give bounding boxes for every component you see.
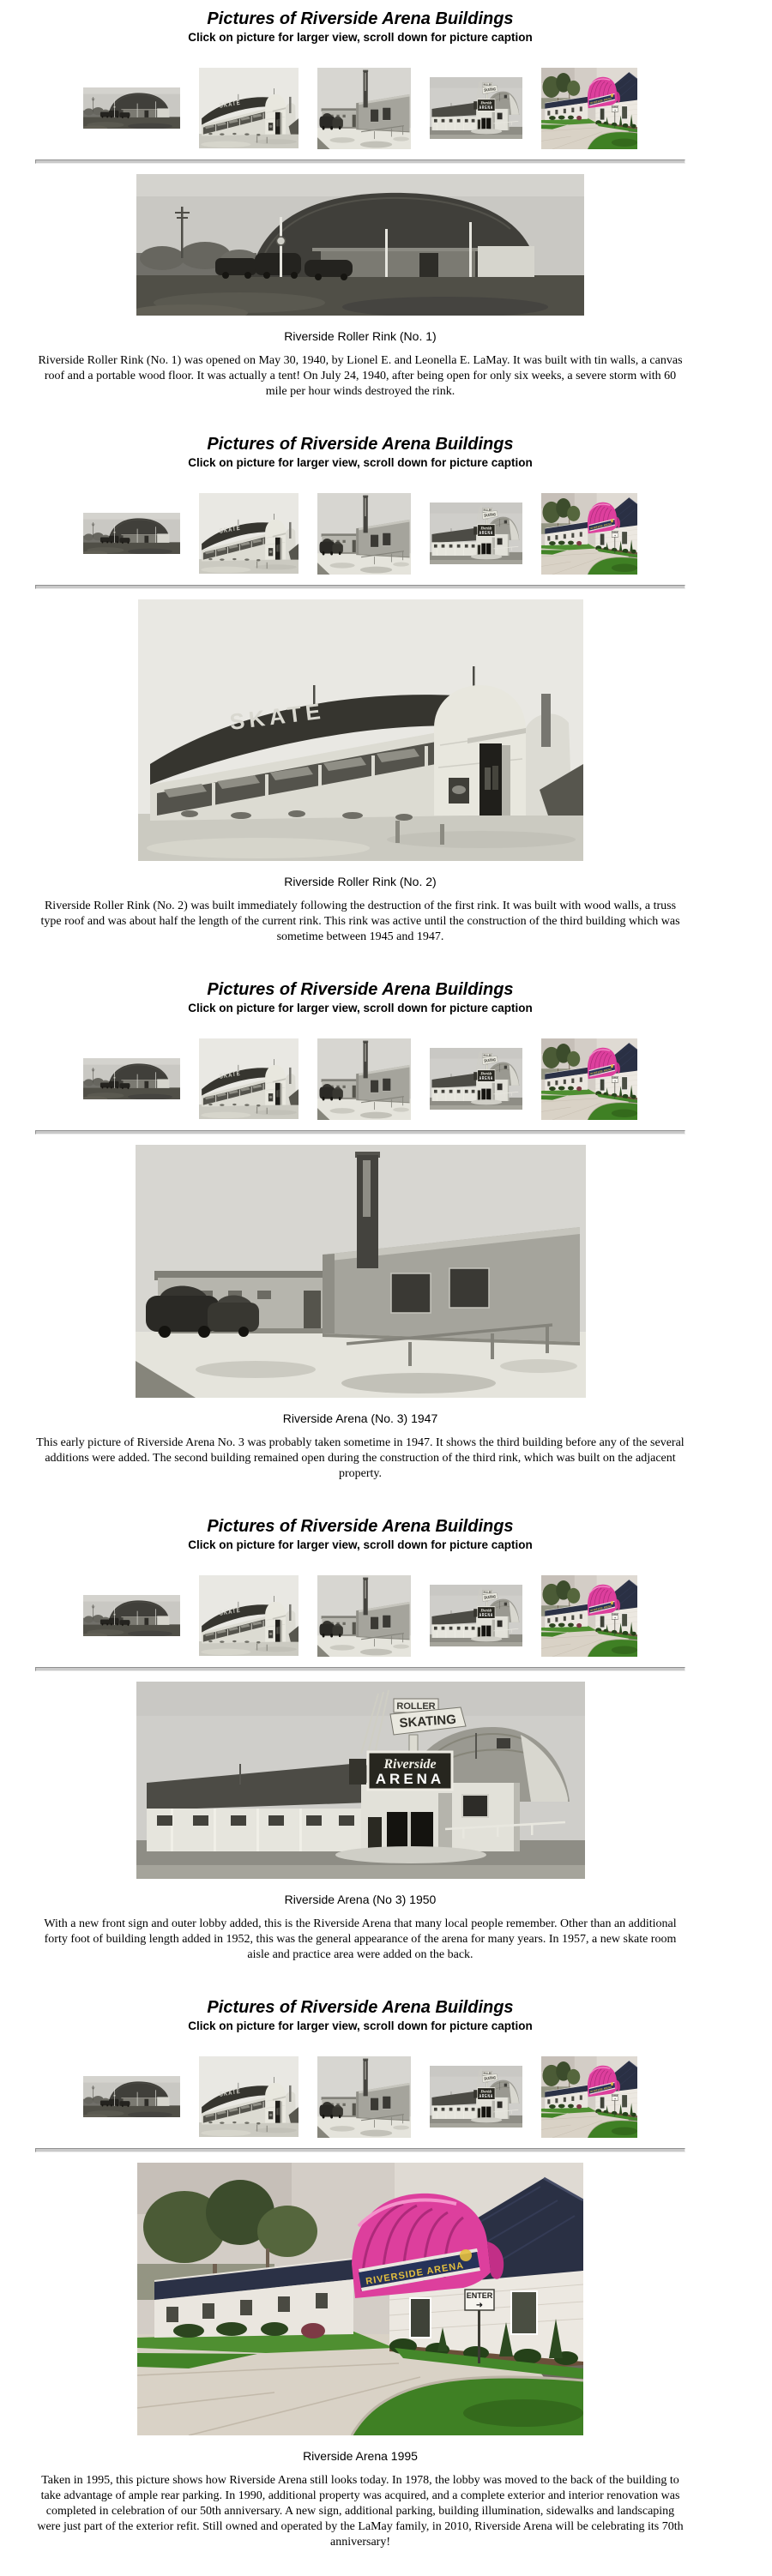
main-photo-rink-no-2[interactable] [138, 599, 583, 861]
main-photo-arena-1947[interactable] [136, 1145, 586, 1398]
page-title: Pictures of Riverside Arena Buildings [207, 9, 514, 28]
thumbnail-arena-1947[interactable] [317, 493, 411, 575]
main-photo-rink-no-1[interactable] [136, 174, 584, 316]
page-title: Pictures of Riverside Arena Buildings [207, 435, 514, 454]
photo-caption: Riverside Arena (No 3) 1950 [284, 1893, 437, 1906]
page-subtitle: Click on picture for larger view, scroll down for picture caption [188, 456, 533, 469]
divider-rule [35, 2148, 685, 2152]
thumbnail-arena-1995[interactable] [541, 1575, 637, 1657]
thumbnail-arena-1947[interactable] [317, 1038, 411, 1120]
thumbnail-arena-1995[interactable] [541, 68, 637, 149]
page [0, 9, 772, 2576]
photo-caption: Riverside Arena 1995 [303, 2449, 418, 2463]
thumbnail-rink-no-2[interactable] [199, 493, 299, 574]
page-subtitle: Click on picture for larger view, scroll down for picture caption [188, 31, 533, 44]
thumbnail-rink-no-1[interactable] [83, 87, 180, 129]
photo-description: Riverside Roller Rink (No. 2) was built immediately following the destruction of the first rink. It was built with wood walls, a truss type roof and was about half the length of the current rink. This rink was active until the construction of the third building which was sometime between 1945 and 1947. [40, 900, 680, 943]
thumbnail-rink-no-1[interactable] [83, 1058, 180, 1099]
thumbnail-row [34, 2055, 686, 2138]
page-title: Pictures of Riverside Arena Buildings [207, 1517, 514, 1536]
section-arena-1947 [34, 979, 686, 1508]
thumbnail-rink-no-2[interactable] [199, 1575, 299, 1656]
photo-caption: Riverside Roller Rink (No. 1) [284, 329, 437, 343]
divider-rule [35, 585, 685, 589]
section-arena-1950 [34, 1516, 686, 1989]
divider-rule [35, 159, 685, 164]
page-title: Pictures of Riverside Arena Buildings [207, 980, 514, 999]
photo-description: Riverside Roller Rink (No. 1) was opened on May 30, 1940, by Lionel E. and Leonella E. LaMay. It was built with tin walls, a canvas roof and a portable wood floor. It was actually a tent! On July 24, 1940, after being open for only six weeks, a severe storm with 60 mile per hour winds destroyed the rink. [38, 354, 683, 398]
thumbnail-row [34, 67, 686, 149]
thumbnail-row [34, 1574, 686, 1657]
divider-rule [35, 1130, 685, 1135]
page-subtitle: Click on picture for larger view, scroll down for picture caption [188, 1538, 533, 1551]
page-subtitle: Click on picture for larger view, scroll down for picture caption [188, 2019, 533, 2032]
thumbnail-arena-1995[interactable] [541, 493, 637, 575]
thumbnail-arena-1947[interactable] [317, 2056, 411, 2138]
thumbnail-arena-1950[interactable] [430, 1048, 522, 1110]
photo-description: This early picture of Riverside Arena No. 3 was probably taken sometime in 1947. It shows the third building before any of the several additions were added. The second building remained open during the construction of the third rink, which was built on the adjacent property. [36, 1436, 685, 1480]
thumbnail-arena-1947[interactable] [317, 1575, 411, 1657]
thumbnail-arena-1950[interactable] [430, 77, 522, 139]
main-photo-arena-1950[interactable] [136, 1682, 585, 1879]
thumbnail-arena-1950[interactable] [430, 503, 522, 564]
thumbnail-rink-no-2[interactable] [199, 1038, 299, 1119]
thumbnail-arena-1950[interactable] [430, 2066, 522, 2128]
main-photo-arena-1995[interactable] [137, 2163, 583, 2435]
thumbnail-rink-no-2[interactable] [199, 2056, 299, 2137]
divider-rule [35, 1667, 685, 1671]
thumbnail-rink-no-2[interactable] [199, 68, 299, 148]
thumbnail-rink-no-1[interactable] [83, 513, 180, 554]
thumbnail-arena-1995[interactable] [541, 2056, 637, 2138]
page-subtitle: Click on picture for larger view, scroll down for picture caption [188, 1002, 533, 1014]
thumbnail-row [34, 492, 686, 575]
photo-caption: Riverside Roller Rink (No. 2) [284, 875, 437, 888]
thumbnail-arena-1950[interactable] [430, 1585, 522, 1646]
thumbnail-row [34, 1038, 686, 1120]
thumbnail-rink-no-1[interactable] [83, 1595, 180, 1636]
thumbnail-arena-1995[interactable] [541, 1038, 637, 1120]
page-title: Pictures of Riverside Arena Buildings [207, 1998, 514, 2017]
section-rink-no-1 [34, 9, 686, 425]
thumbnail-arena-1947[interactable] [317, 68, 411, 149]
photo-caption: Riverside Arena (No. 3) 1947 [282, 1411, 438, 1425]
section-rink-no-2 [34, 434, 686, 971]
photo-description: Taken in 1995, this picture shows how Riverside Arena still looks today. In 1978, the lobby was moved to the back of the building to take advantage of ample rear parking. In 1990, additional property was acquired, and a complete exterior and interior renovation was completed in celebration of our 50th anniversary. A new sign, additional parking, building illumination, sidewalks and landscaping were just part of the exterior refit. Still owned and operated by the LaMay family, in 2010, Riverside Arena will be celebrating its 70th anniversary! [37, 2474, 684, 2549]
thumbnail-rink-no-1[interactable] [83, 2076, 180, 2117]
photo-description: With a new front sign and outer lobby added, this is the Riverside Arena that many local people remember. Other than an additional forty foot of building length added in 1952, this was the general appearance of the arena for many years. In 1957, a new skate room aisle and practice area were added on the back. [44, 1917, 677, 1961]
section-arena-1995 [34, 1997, 686, 2576]
